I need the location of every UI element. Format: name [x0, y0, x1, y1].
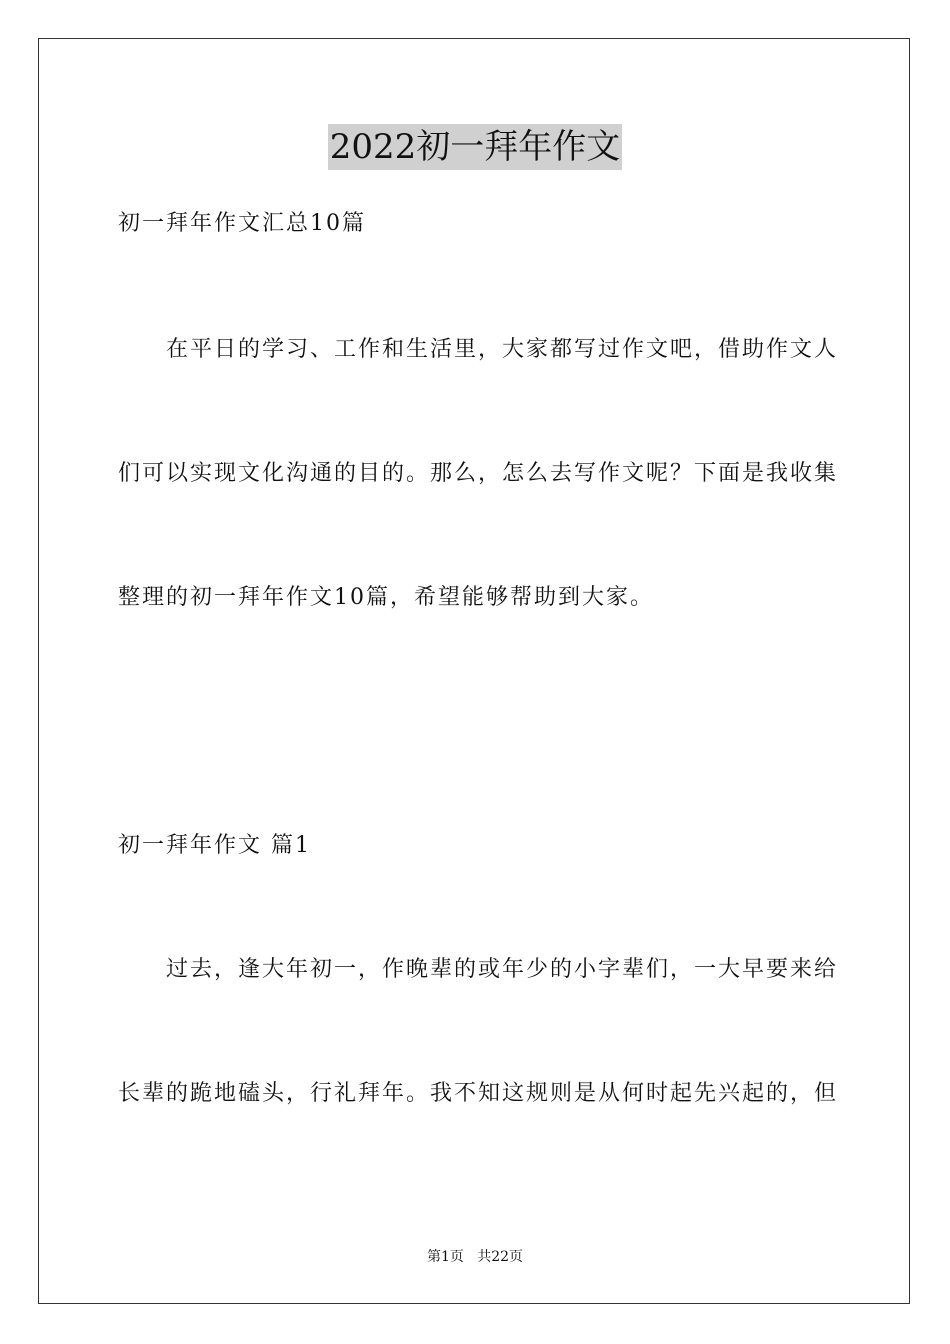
- section-line-2: 长辈的跪地磕头，行礼拜年。我不知这规则是从何时起先兴起的，但: [118, 1081, 839, 1106]
- intro-line-1: 在平日的学习、工作和生活里，大家都写过作文吧，借助作文人: [166, 337, 839, 362]
- document-title: 2022初一拜年作文: [328, 124, 623, 170]
- section-line-1: 过去，逢大年初一，作晚辈的或年少的小字辈们，一大早要来给: [166, 957, 839, 982]
- intro-line-3: 整理的初一拜年作文10篇，希望能够帮助到大家。: [118, 585, 654, 610]
- title-container: [0, 124, 950, 170]
- page-footer: 第1页 共22页: [426, 1249, 524, 1265]
- document-subtitle: 初一拜年作文汇总10篇: [118, 211, 366, 236]
- intro-line-2: 们可以实现文化沟通的目的。那么，怎么去写作文呢？下面是我收集: [118, 461, 839, 486]
- section-heading: 初一拜年作文 篇1: [118, 833, 311, 858]
